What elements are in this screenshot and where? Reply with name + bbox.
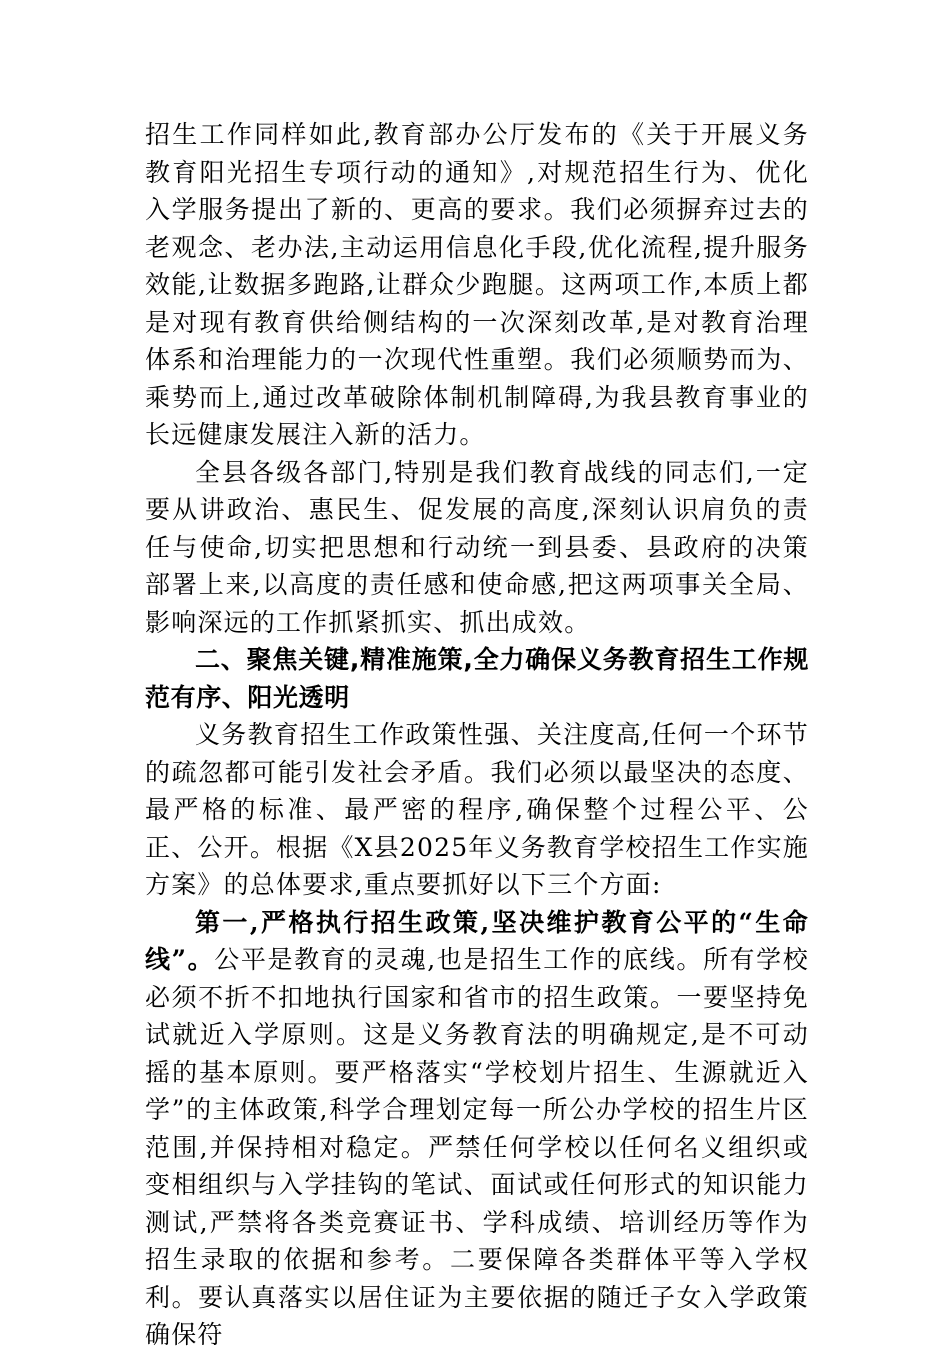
section-heading-2: 二、聚焦关键,精准施策,全力确保义务教育招生工作规范有序、阳光透明 [145,645,809,712]
paragraph-3: 义务教育招生工作政策性强、关注度高,任何一个环节的疏忽都可能引发社会矛盾。我们必须以最坚决的态度、最严格的标准、最严密的程序,确保整个过程公平、公正、公开。根据《X县2025年义务教育学校招生工作实施方案》的总体要求,重点要抓好以下三个方面: [145,720,809,899]
paragraph-4 [145,904,809,1354]
document-body [145,116,809,1354]
paragraph-2: 全县各级各部门,特别是我们教育战线的同志们,一定要从讲政治、惠民生、促发展的高度,深刻认识肩负的责任与使命,切实把思想和行动统一到县委、县政府的决策部署上来,以高度的责任感和使命感,把这两项事关全局、影响深远的工作抓紧抓实、抓出成效。 [145,457,809,637]
paragraph-4-body: 公平是教育的灵魂,也是招生工作的底线。所有学校必须不折不扣地执行国家和省市的招生政策。一要坚持免试就近入学原则。这是义务教育法的明确规定,是不可动摇的基本原则。要严格落实“学校划片招生、生源就近入学”的主体政策,科学合理划定每一所公办学校的招生片区范围,并保持相对稳定。严禁任何学校以任何名义组织或变相组织与入学挂钩的笔试、面试或任何形式的知识能力测试,严禁将各类竞赛证书、学科成绩、培训经历等作为招生录取的依据和参考。二要保障各类群体平等入学权利。要认真落实以居住证为主要依据的随迁子女入学政策确保符 [145,945,809,1349]
paragraph-1: 招生工作同样如此,教育部办公厅发布的《关于开展义务教育阳光招生专项行动的通知》,对规范招生行为、优化入学服务提出了新的、更高的要求。我们必须摒弃过去的老观念、老办法,主动运用信息化手段,优化流程,提升服务效能,让数据多跑路,让群众少跑腿。这两项工作,本质上都是对现有教育供给侧结构的一次深刻改革,是对教育治理体系和治理能力的一次现代性重塑。我们必须顺势而为、乘势而上,通过改革破除体制机制障碍,为我县教育事业的长远健康发展注入新的活力。 [145,120,809,449]
paragraph-4-lead: 第一,严格执行招生政策,坚决维护教育公平的“生命线”。 [145,907,809,974]
